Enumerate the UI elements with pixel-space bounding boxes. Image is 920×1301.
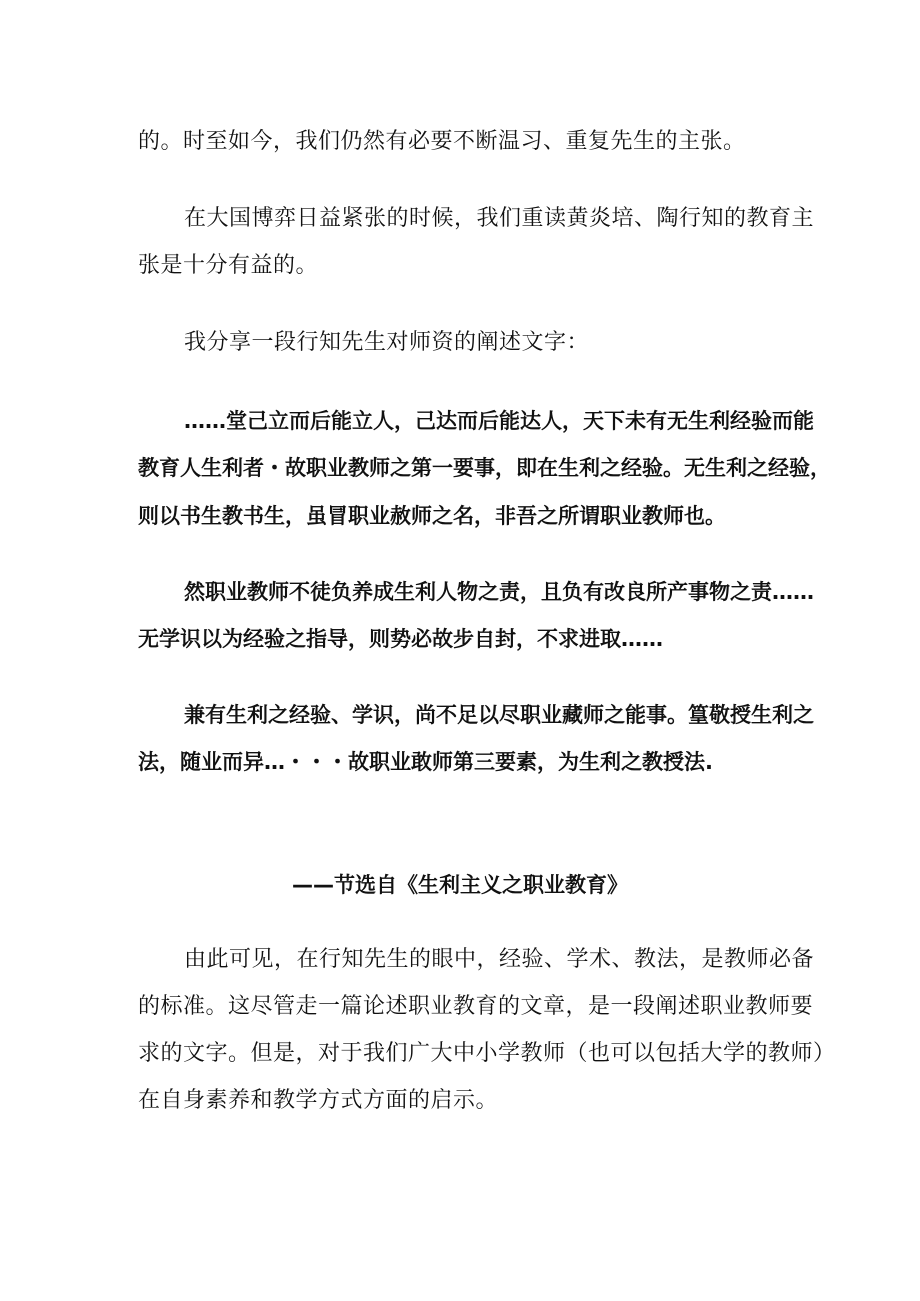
paragraph-line: 由此可见，在行知先生的眼中，经验、学术、教法，是教师必备 xyxy=(184,947,815,972)
quote-line: ……堂己立而后能立人，己达而后能达人，天下未有无生利经验而能 xyxy=(184,409,814,433)
quote-line: 无学识以为经验之指导，则势必故步自封，不求进取…… xyxy=(138,627,663,651)
quote-line: 法，随业而异…・・・故职业敢师第三要素，为生利之教授法. xyxy=(138,750,713,774)
paragraph-line: 的标准。这尽管走一篇论述职业教育的文章，是一段阐述职业教师要 xyxy=(138,994,814,1019)
paragraph-line: 的。时至如今，我们仍然有必要不断温习、重复先生的主张。 xyxy=(138,129,746,154)
quote-line: 兼有生利之经验、学识，尚不足以尽职业藏师之能事。篁敬授生利之 xyxy=(184,703,814,727)
quote-line: 教育人生利者・故职业教师之第一要事，即在生利之经验。无生利之经验， xyxy=(138,456,831,480)
paragraph-line: 在自身素养和教学方式方面的启示。 xyxy=(138,1088,499,1113)
paragraph-line: 我分享一段行知先生对师资的阐述文字： xyxy=(184,330,590,355)
paragraph-line: 张是十分有益的。 xyxy=(138,253,319,278)
quote-line: 则以书生教书生，虽冒职业赦师之名，非吾之所谓职业教师也。 xyxy=(138,504,726,528)
paragraph-line: 在大国博弈日益紧张的时候，我们重读黄炎培、陶行知的教育主 xyxy=(184,206,815,231)
quote-line: 然职业教师不徒负养成生利人物之责，且负有改良所产事物之责…… xyxy=(184,580,814,604)
paragraph-line: 求的文字。但是，对于我们广大中小学教师（也可以包括大学的教师） xyxy=(138,1041,836,1066)
quote-source: ——节选自《生利主义之职业教育》 xyxy=(292,873,628,897)
